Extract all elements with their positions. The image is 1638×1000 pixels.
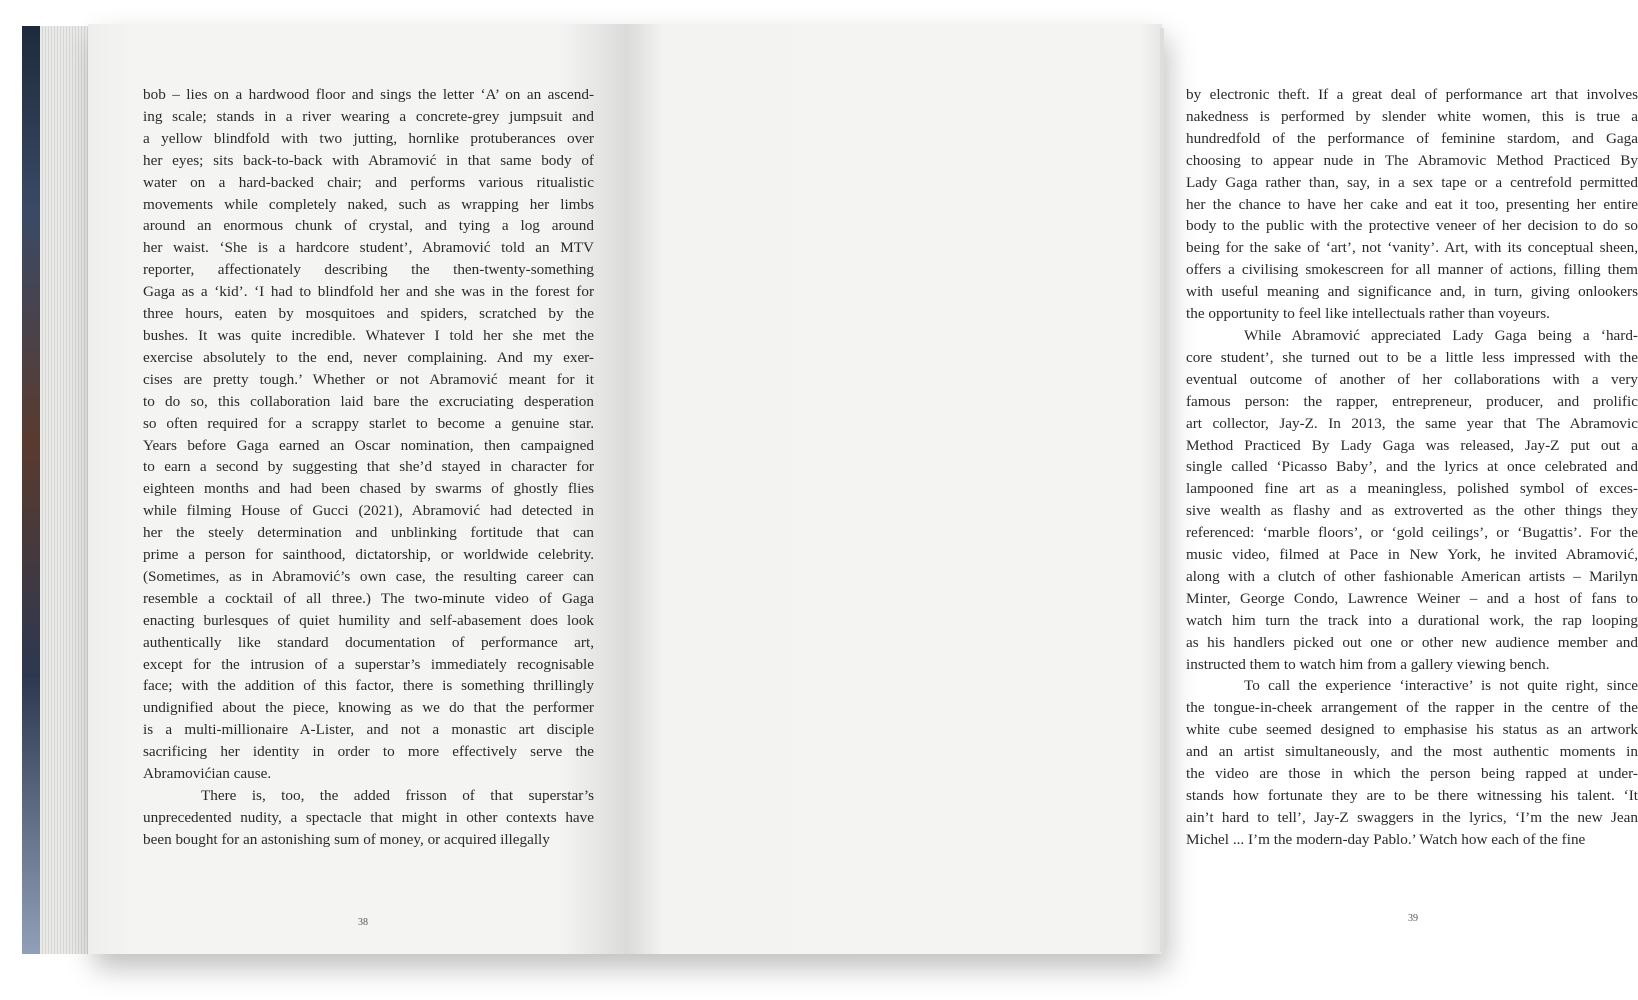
text-line: eighteen months and had been chased by swarms of ghostly flies [143, 480, 594, 498]
text-line: lampooned fine art as a meaningless, polished symbol of exces- [1186, 480, 1638, 498]
text-line: is a multi-millionaire A-Lister, and not a monastic art disciple [143, 721, 594, 739]
text-line: ing scale; stands in a river wearing a concrete-grey jumpsuit and [143, 107, 594, 125]
text-line: choosing to appear nude in The Abramovic Method Practiced By [1186, 151, 1638, 169]
text-line: enacting burlesques of quiet humility and self-abasement does look [143, 611, 594, 629]
text-line: movements while completely naked, such as wrapping her limbs [143, 195, 594, 213]
text-line: single called ‘Picasso Baby’, and the lyrics at once celebrated and [1186, 458, 1638, 476]
text-line: (Sometimes, as in Abramović’s own case, the resulting career can [143, 567, 594, 585]
page-edge-right [1160, 28, 1164, 952]
text-line: the opportunity to feel like intellectuals rather than voyeurs. [1186, 305, 1550, 323]
text-line: exercise absolutely to the end, never complaining. And my exer- [143, 348, 594, 366]
text-line: There is, too, the added frisson of that superstar’s [201, 787, 594, 804]
text-line: Years before Gaga earned an Oscar nomination, then campaigned [143, 436, 594, 454]
text-line: nakedness is performed by slender white women, this is true a [1186, 107, 1638, 125]
text-line: ain’t hard to tell’, Jay-Z swaggers in the lyrics, ‘I’m the new Jean [1186, 808, 1638, 826]
text-line: sacrificing her identity in order to more effectively serve the [143, 743, 594, 761]
text-line: the tongue-in-cheek arrangement of the rapper in the centre of the [1186, 699, 1638, 717]
text-line: eventual outcome of another of her collaborations with a very [1186, 370, 1638, 388]
text-line: her waist. ‘She is a hardcore student’, Abramović told an MTV [143, 239, 594, 257]
text-line: art collector, Jay-Z. In 2013, the same year that The Abramovic [1186, 414, 1638, 432]
text-line: water on a hard-backed chair; and performs various ritualistic [143, 173, 594, 191]
text-line: her the chance to have her cake and eat it too, presenting her entire [1186, 195, 1638, 213]
text-line: Michel ... I’m the modern-day Pablo.’ Watch how each of the fine [1186, 830, 1586, 848]
paragraph [1186, 675, 1638, 850]
text-line: bob – lies on a hardwood floor and sings the letter ‘A’ on an ascend- [143, 86, 594, 103]
text-line: white cube seemed designed to emphasise his status as an artwork [1186, 721, 1638, 739]
text-line: stands how fortunate they are to be there witnessing his talent. ‘It [1186, 787, 1638, 804]
text-line: so often required for a scrappy starlet to become a genuine star. [143, 414, 594, 432]
text-line: reporter, affectionately describing the then-twenty-something [143, 261, 594, 279]
text-line: sive wealth as flashy and as extroverted as the other things they [1186, 502, 1638, 520]
right-page-number: 39 [1408, 913, 1418, 924]
text-line: Method Practiced By Lady Gaga was released, Jay-Z put out a [1186, 436, 1638, 454]
text-line: around an enormous chunk of crystal, and tying a log around [143, 217, 594, 235]
text-line: as his handlers picked out one or other new audience member and [1186, 633, 1638, 651]
text-line: To call the experience ‘interactive’ is not quite right, since [1244, 677, 1638, 695]
text-line: and an artist simultaneously, and the most authentic moments in [1186, 743, 1638, 761]
left-page-number: 38 [358, 917, 368, 928]
text-line: face; with the addition of this factor, there is something thrillingly [143, 677, 594, 695]
text-line: famous person: the rapper, entrepreneur, producer, and prolific [1186, 392, 1638, 410]
text-line: while filming House of Gucci (2021), Abramović had detected in [143, 502, 594, 520]
text-line: unprecedented nudity, a spectacle that might in other contexts have [143, 808, 594, 826]
text-line: authentically like standard documentation of performance art, [143, 633, 594, 651]
page-stack-edge [40, 26, 90, 954]
text-line: cises are pretty tough.’ Whether or not Abramović meant for it [143, 370, 594, 388]
open-book-spread [88, 24, 1638, 954]
text-line: her eyes; sits back-to-back with Abramović in that same body of [143, 151, 594, 169]
left-page [88, 24, 625, 954]
text-line: to earn a second by suggesting that she’d stayed in character for [143, 458, 594, 476]
paragraph [143, 84, 594, 785]
text-line: Abramovićian cause. [143, 765, 272, 783]
paragraph [1186, 84, 1638, 325]
text-line: been bought for an astonishing sum of money, or acquired illegally [143, 830, 550, 848]
text-line: music video, filmed at Pace in New York, he invited Abramović, [1186, 546, 1638, 564]
text-line: body to the public with the protective veneer of her decision to do so [1186, 217, 1638, 235]
text-line: hundredfold of the performance of feminine stardom, and Gaga [1186, 129, 1638, 147]
text-line: Lady Gaga rather than, say, in a sex tape or a centrefold permitted [1186, 173, 1638, 191]
paragraph [143, 785, 594, 851]
text-line: with useful meaning and significance and, in turn, giving onlookers [1186, 283, 1638, 301]
text-line: watch him turn the track into a durational work, the rap looping [1186, 611, 1638, 629]
book-cover-edge [22, 26, 42, 954]
text-line: except for the intrusion of a superstar’s immediately recognisable [143, 655, 594, 673]
paragraph [1186, 325, 1638, 676]
text-line: being for the sake of ‘art’, not ‘vanity’. Art, with its conceptual sheen, [1186, 239, 1638, 257]
text-line: bushes. It was quite incredible. Whatever I told her she met the [143, 326, 594, 344]
right-page-body-text [1186, 84, 1638, 851]
text-line: Gaga as a ‘kid’. ‘I had to blindfold her and she was in the forest for [143, 283, 594, 301]
text-line: instructed them to watch him from a gallery viewing bench. [1186, 655, 1550, 673]
text-line: prime a person for sainthood, dictatorship, or worldwide celebrity. [143, 546, 594, 564]
text-line: core student’, she turned out to be a little less impressed with the [1186, 348, 1638, 366]
text-line: referenced: ‘marble floors’, or ‘gold ceilings’, or ‘Bugattis’. For the [1186, 524, 1638, 542]
text-line: a yellow blindfold with two jutting, hornlike protuberances over [143, 129, 594, 147]
right-page [625, 24, 1638, 954]
text-line: the video are those in which the person being rapped at under- [1186, 765, 1638, 783]
text-line: resemble a cocktail of all three.) The two-minute video of Gaga [143, 589, 594, 607]
text-line: three hours, eaten by mosquitoes and spiders, scratched by the [143, 305, 594, 323]
text-line: While Abramović appreciated Lady Gaga being a ‘hard- [1244, 326, 1638, 344]
text-line: her the steely determination and unblinking fortitude that can [143, 524, 594, 542]
text-line: along with a clutch of other fashionable American artists – Marilyn [1186, 567, 1638, 585]
left-page-body-text [143, 84, 594, 851]
text-line: undignified about the piece, knowing as we do that the performer [143, 699, 594, 717]
text-line: to do so, this collaboration laid bare the excruciating desperation [143, 392, 594, 410]
text-line: Minter, George Condo, Lawrence Weiner – and a host of fans to [1186, 589, 1638, 607]
text-line: offers a civilising smokescreen for all manner of actions, filling them [1186, 261, 1638, 279]
text-line: by electronic theft. If a great deal of performance art that involves [1186, 86, 1638, 103]
